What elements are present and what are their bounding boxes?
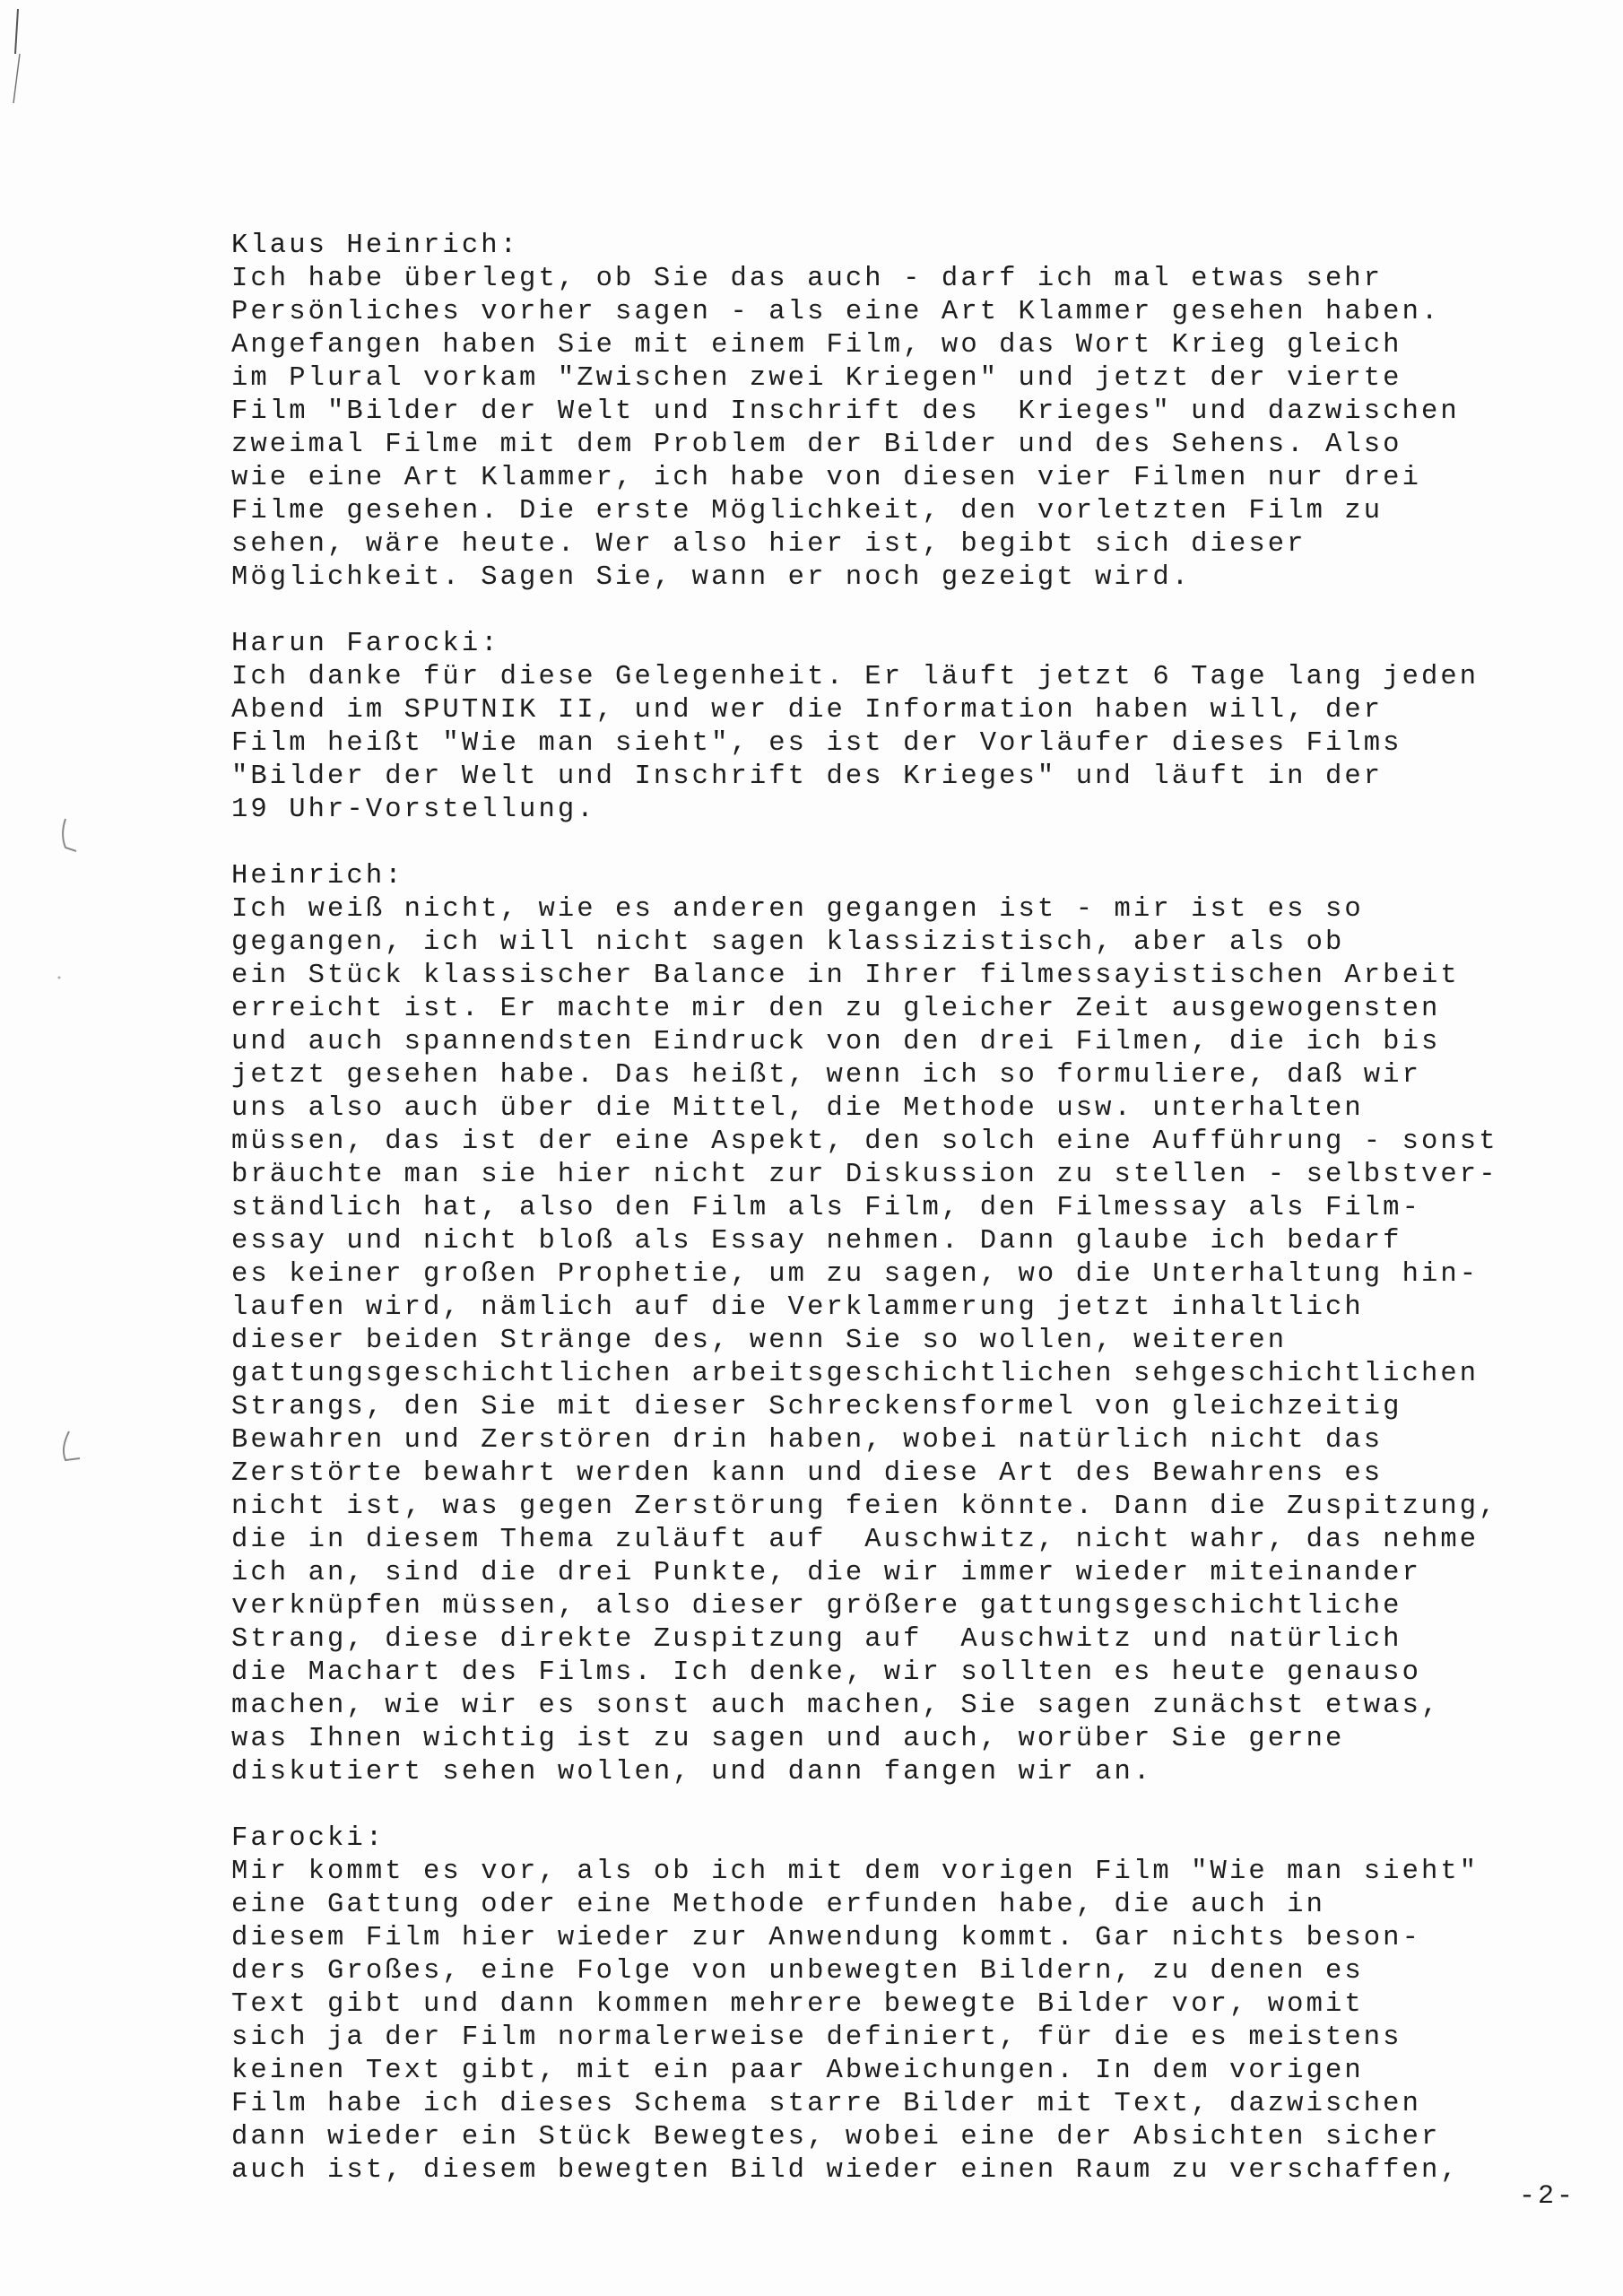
margin-pencil-stroke-top	[0, 0, 54, 126]
text-line: verknüpfen müssen, also dieser größere gattungsgeschichtliche	[231, 1591, 1402, 1622]
speaker-label: Harun Farocki:	[231, 629, 500, 659]
text-line: müssen, das ist der eine Aspekt, den solch eine Aufführung - sonst	[231, 1126, 1498, 1157]
text-line: die in diesem Thema zuläuft auf Auschwitz, nicht wahr, das nehme	[231, 1525, 1480, 1555]
text-line: Angefangen haben Sie mit einem Film, wo das Wort Krieg gleich	[231, 330, 1402, 361]
speaker-label: Heinrich:	[231, 861, 404, 891]
page-number: -2-	[1519, 2181, 1576, 2212]
text-line: Strang, diese direkte Zuspitzung auf Auschwitz und natürlich	[231, 1624, 1402, 1655]
text-line: eine Gattung oder eine Methode erfunden habe, die auch in	[231, 1890, 1325, 1920]
text-line: wie eine Art Klammer, ich habe von diesen vier Filmen nur drei	[231, 463, 1421, 493]
margin-pencil-mark-1	[49, 812, 103, 865]
text-line: "Bilder der Welt und Inschrift des Krieges" und läuft in der	[231, 761, 1384, 792]
text-line: Persönliches vorher sagen - als eine Art Klammer gesehen haben.	[231, 297, 1441, 327]
margin-dot	[50, 969, 68, 987]
text-line: Film habe ich dieses Schema starre Bilder mit Text, dazwischen	[231, 2089, 1421, 2119]
text-line: ich an, sind die drei Punkte, die wir immer wieder miteinander	[231, 1558, 1421, 1588]
text-line: ein Stück klassischer Balance in Ihrer filmessayistischen Arbeit	[231, 961, 1460, 991]
text-line: auch ist, diesem bewegten Bild wieder einen Raum zu verschaffen,	[231, 2155, 1460, 2186]
text-line: machen, wie wir es sonst auch machen, Sie sagen zunächst etwas,	[231, 1691, 1441, 1721]
text-line: erreicht ist. Er machte mir den zu gleicher Zeit ausgewogensten	[231, 994, 1441, 1024]
text-line: Text gibt und dann kommen mehrere bewegte Bilder vor, womit	[231, 1989, 1364, 2020]
text-line: Filme gesehen. Die erste Möglichkeit, den vorletzten Film zu	[231, 496, 1384, 526]
speaker-label: Farocki:	[231, 1823, 386, 1854]
text-line: keinen Text gibt, mit ein paar Abweichungen. In dem vorigen	[231, 2056, 1364, 2086]
text-line: Abend im SPUTNIK II, und wer die Information haben will, der	[231, 695, 1384, 726]
text-line: gegangen, ich will nicht sagen klassizistisch, aber als ob	[231, 927, 1345, 958]
text-line: Ich danke für diese Gelegenheit. Er läuft jetzt 6 Tage lang jeden	[231, 662, 1480, 692]
text-line: ders Großes, eine Folge von unbewegten Bildern, zu denen es	[231, 1956, 1364, 1987]
text-line: ständlich hat, also den Film als Film, den Filmessay als Film-	[231, 1193, 1421, 1223]
text-line: Mir kommt es vor, als ob ich mit dem vorigen Film "Wie man sieht"	[231, 1857, 1480, 1887]
text-line: jetzt gesehen habe. Das heißt, wenn ich so formuliere, daß wir	[231, 1060, 1421, 1091]
margin-pencil-mark-2	[49, 1426, 103, 1480]
text-line: gattungsgeschichtlichen arbeitsgeschichtlichen sehgeschichtlichen	[231, 1359, 1480, 1389]
text-line: sehen, wäre heute. Wer also hier ist, begibt sich dieser	[231, 529, 1306, 560]
text-line: bräuchte man sie hier nicht zur Diskussion zu stellen - selbstver-	[231, 1160, 1498, 1190]
text-line: uns also auch über die Mittel, die Methode usw. unterhalten	[231, 1093, 1364, 1124]
section-farocki	[231, 1822, 1567, 2187]
text-line: zweimal Filme mit dem Problem der Bilder und des Sehens. Also	[231, 430, 1402, 460]
text-line: 19 Uhr-Vorstellung.	[231, 795, 596, 825]
text-line: Strangs, den Sie mit dieser Schreckensformel von gleichzeitig	[231, 1392, 1402, 1422]
speaker-label: Klaus Heinrich:	[231, 230, 520, 261]
text-line: im Plural vorkam "Zwischen zwei Kriegen" und jetzt der vierte	[231, 363, 1402, 394]
text-line: laufen wird, nämlich auf die Verklammerung jetzt inhaltlich	[231, 1292, 1364, 1323]
text-line: Ich habe überlegt, ob Sie das auch - darf ich mal etwas sehr	[231, 264, 1384, 294]
text-line: diskutiert sehen wollen, und dann fangen wir an.	[231, 1757, 1153, 1787]
text-line: dann wieder ein Stück Bewegtes, wobei eine der Absichten sicher	[231, 2122, 1441, 2152]
text-line: diesem Film hier wieder zur Anwendung kommt. Gar nichts beson-	[231, 1923, 1421, 1953]
text-line: und auch spannendsten Eindruck von den drei Filmen, die ich bis	[231, 1027, 1441, 1057]
text-line: Film heißt "Wie man sieht", es ist der Vorläufer dieses Films	[231, 728, 1402, 759]
text-line: nicht ist, was gegen Zerstörung feien könnte. Dann die Zuspitzung,	[231, 1492, 1498, 1522]
text-line: essay und nicht bloß als Essay nehmen. Dann glaube ich bedarf	[231, 1226, 1402, 1257]
text-line: dieser beiden Stränge des, wenn Sie so wollen, weiteren	[231, 1326, 1288, 1356]
text-line: Ich weiß nicht, wie es anderen gegangen ist - mir ist es so	[231, 894, 1364, 925]
text-line: Zerstörte bewahrt werden kann und diese Art des Bewahrens es	[231, 1458, 1384, 1489]
transcript-body	[231, 230, 1567, 2221]
text-line: sich ja der Film normalerweise definiert, für die es meistens	[231, 2022, 1402, 2053]
text-line: Möglichkeit. Sagen Sie, wann er noch gezeigt wird.	[231, 562, 1192, 593]
text-line: was Ihnen wichtig ist zu sagen und auch, worüber Sie gerne	[231, 1724, 1345, 1754]
section-harun-farocki	[231, 628, 1567, 827]
text-line: Film "Bilder der Welt und Inschrift des Krieges" und dazwischen	[231, 396, 1460, 427]
text-line: die Machart des Films. Ich denke, wir sollten es heute genauso	[231, 1657, 1421, 1688]
text-line: Bewahren und Zerstören drin haben, wobei natürlich nicht das	[231, 1425, 1384, 1456]
section-klaus-heinrich	[231, 230, 1567, 595]
text-line: es keiner großen Prophetie, um zu sagen, wo die Unterhaltung hin-	[231, 1259, 1480, 1290]
section-heinrich	[231, 860, 1567, 1789]
